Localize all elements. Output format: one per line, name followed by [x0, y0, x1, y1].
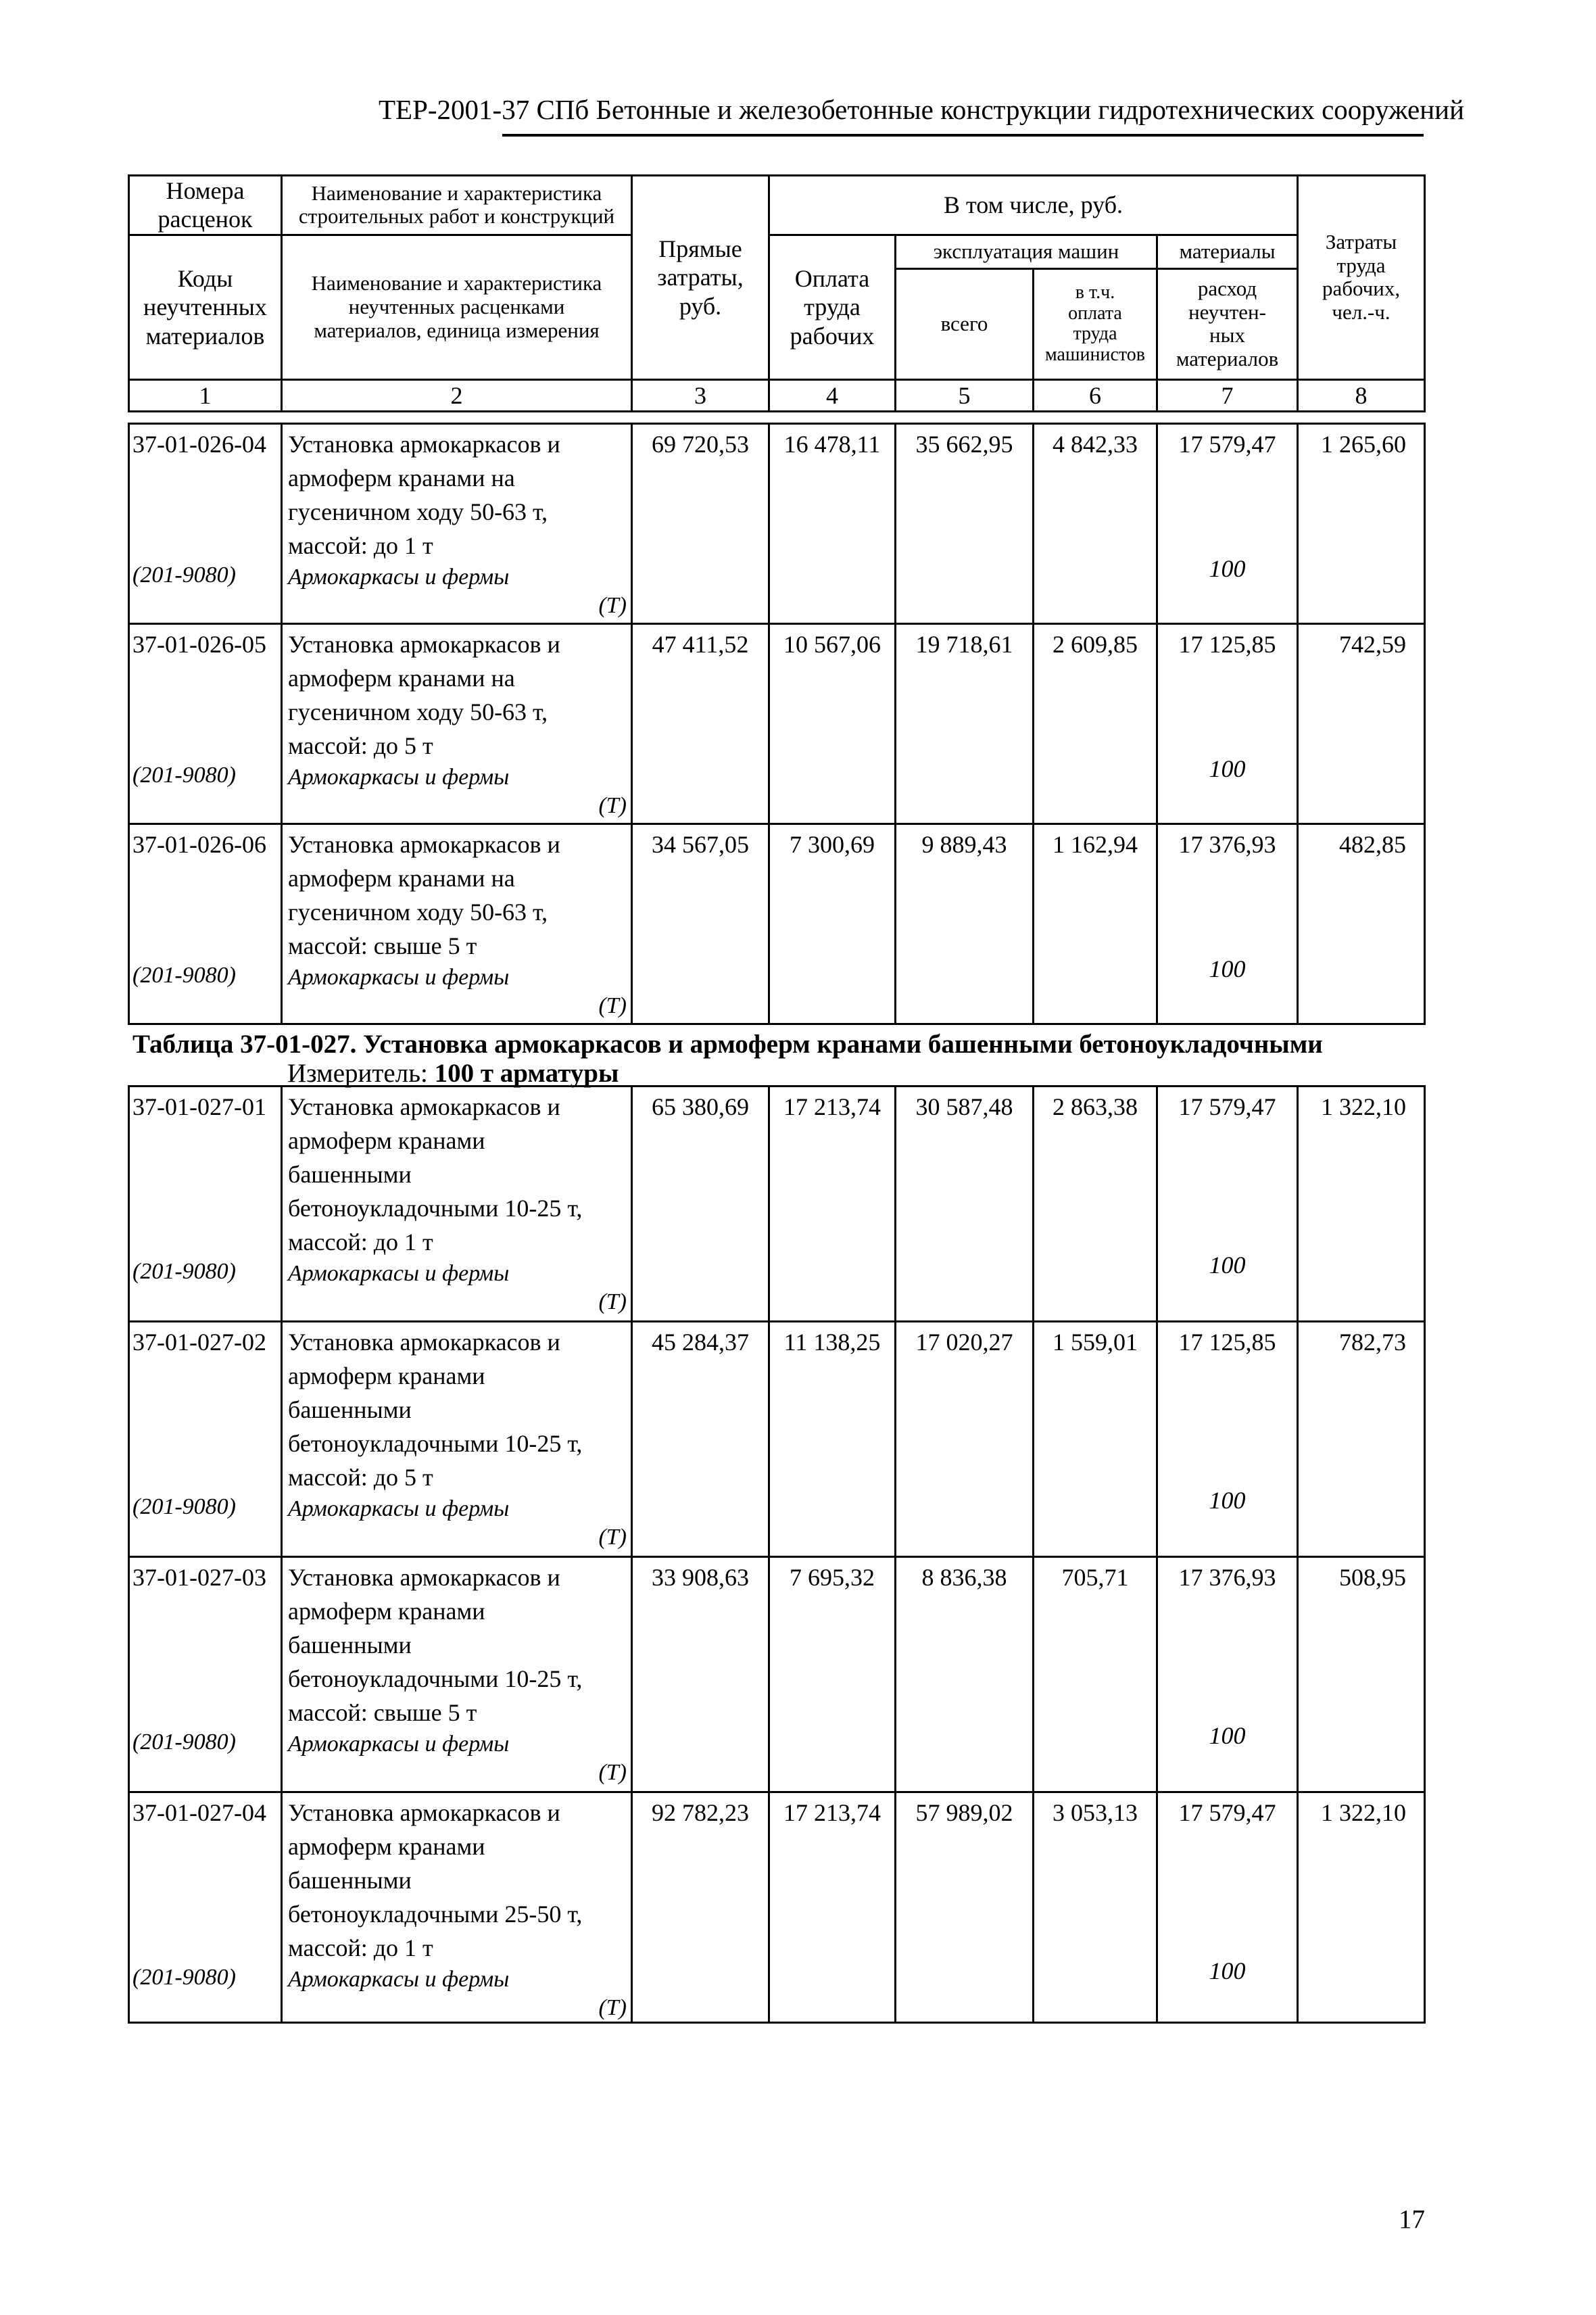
col-number-2: 2: [282, 379, 632, 411]
machines-total-cell: 9 889,43: [896, 824, 1034, 1024]
description-line: башенными: [288, 1161, 412, 1188]
materials-cell: [1157, 1792, 1298, 2023]
material-quantity: 100: [1209, 1487, 1246, 1514]
material-code: (201-9080): [132, 1494, 236, 1519]
measure-line: [287, 1058, 619, 1089]
material-name: Армокаркасы и фермы: [288, 765, 510, 790]
table-row: [129, 824, 1425, 1024]
materials-cell: [1157, 624, 1298, 824]
column-header-table: [128, 174, 1426, 412]
machinists-pay-cell: 1 559,01: [1034, 1322, 1157, 1557]
work-description: [288, 825, 631, 963]
labor-hours-cell: 1 322,10: [1298, 1087, 1425, 1322]
description-line: армоферм кранами на: [288, 865, 515, 892]
machines-total-cell: 57 989,02: [896, 1792, 1034, 2023]
machines-header: эксплуатация машин: [896, 235, 1157, 268]
description-line: Установка армокаркасов и: [288, 431, 560, 458]
materials-cell: [1157, 1322, 1298, 1557]
material-name: Армокаркасы и фермы: [288, 1732, 510, 1757]
labor-hours-cell: 508,95: [1298, 1557, 1425, 1792]
description-line: башенными: [288, 1867, 412, 1894]
col-number-5: 5: [896, 379, 1034, 411]
group-header: В том числе, руб.: [769, 176, 1298, 235]
table-row: [129, 1557, 1425, 1792]
rate-code-cell: [129, 1557, 282, 1792]
material-unit: (Т): [598, 793, 627, 818]
labor-pay-cell: 11 138,25: [769, 1322, 896, 1557]
table-caption: Таблица 37-01-027. Установка армокаркасов и армоферм кранами башенными бетоноукладочными: [132, 1030, 1323, 1059]
description-line: армоферм кранами на: [288, 665, 515, 692]
description-line: армоферм кранами: [288, 1362, 485, 1389]
machinists-pay-cell: 2 863,38: [1034, 1087, 1157, 1322]
material-code: (201-9080): [132, 1729, 236, 1755]
description-line: гусеничном ходу 50-63 т,: [288, 899, 548, 926]
direct-cost-cell: 33 908,63: [632, 1557, 769, 1792]
description-line: армоферм кранами на: [288, 464, 515, 492]
material-quantity: 100: [1209, 555, 1246, 582]
material-quantity: 100: [1209, 955, 1246, 982]
description-line: массой: до 1 т: [288, 532, 433, 559]
work-description-cell: [282, 1557, 632, 1792]
work-description-cell: [282, 1087, 632, 1322]
work-description: [288, 1087, 631, 1259]
description-line: Установка армокаркасов и: [288, 1093, 560, 1120]
material-name: Армокаркасы и фермы: [288, 565, 510, 590]
description-line: Установка армокаркасов и: [288, 831, 560, 858]
work-description-cell: [282, 824, 632, 1024]
material-unit: (Т): [598, 993, 627, 1018]
material-name: Армокаркасы и фермы: [288, 1967, 510, 1992]
labor-hours-cell: 482,85: [1298, 824, 1425, 1024]
machines-total-cell: 19 718,61: [896, 624, 1034, 824]
labor-hours-cell: 1 322,10: [1298, 1792, 1425, 2023]
work-description-cell: [282, 624, 632, 824]
direct-cost-cell: 92 782,23: [632, 1792, 769, 2023]
material-quantity: 100: [1209, 1251, 1246, 1279]
col-number-6: 6: [1034, 379, 1157, 411]
direct-cost-cell: 34 567,05: [632, 824, 769, 1024]
description-line: бетоноукладочными 25-50 т,: [288, 1901, 583, 1928]
description-line: массой: до 1 т: [288, 1228, 433, 1256]
material-unit: (Т): [598, 593, 627, 618]
direct-cost-cell: 65 380,69: [632, 1087, 769, 1322]
materials-cell: [1157, 424, 1298, 624]
materials-value: 17 579,47: [1178, 1093, 1276, 1120]
work-description-cell: [282, 1792, 632, 2023]
description-line: массой: свыше 5 т: [288, 932, 477, 959]
material-unit: (Т): [598, 1289, 627, 1314]
rate-code-cell: [129, 624, 282, 824]
description-line: армоферм кранами: [288, 1598, 485, 1625]
rate-code: 37-01-026-06: [132, 831, 266, 858]
col-number-7: 7: [1157, 379, 1298, 411]
machinists-pay-cell: 4 842,33: [1034, 424, 1157, 624]
direct-cost-cell: 45 284,37: [632, 1322, 769, 1557]
labor-pay-cell: 17 213,74: [769, 1087, 896, 1322]
material-name: Армокаркасы и фермы: [288, 965, 510, 990]
machinists-pay-cell: 705,71: [1034, 1557, 1157, 1792]
machinists-pay-cell: 3 053,13: [1034, 1792, 1157, 2023]
material-quantity: 100: [1209, 1957, 1246, 1984]
running-title: ТЕР-2001-37 СПб Бетонные и железобетонные конструкции гидротехнических сооружений: [379, 94, 1465, 125]
material-code: (201-9080): [132, 1965, 236, 1990]
rate-code-cell: [129, 1322, 282, 1557]
description-line: Установка армокаркасов и: [288, 631, 560, 658]
rate-code: 37-01-027-04: [132, 1799, 266, 1826]
col4-header: Оплата труда рабочих: [769, 235, 896, 379]
materials-cell: [1157, 1557, 1298, 1792]
description-line: массой: до 1 т: [288, 1934, 433, 1961]
rate-code-cell: [129, 824, 282, 1024]
materials-value: 17 579,47: [1178, 431, 1276, 458]
labor-pay-cell: 10 567,06: [769, 624, 896, 824]
materials-value: 17 125,85: [1178, 631, 1276, 658]
rate-code: 37-01-026-04: [132, 431, 266, 458]
rate-code: 37-01-027-01: [132, 1093, 266, 1120]
header-rule: [502, 134, 1424, 137]
table-row: [129, 624, 1425, 824]
rate-code-cell: [129, 424, 282, 624]
work-description: [288, 1322, 631, 1494]
col-number-4: 4: [769, 379, 896, 411]
work-description: [288, 1558, 631, 1729]
page-number: 17: [1399, 2205, 1425, 2234]
col-number-8: 8: [1298, 379, 1425, 411]
description-line: армоферм кранами: [288, 1127, 485, 1154]
measure-label: Измеритель:: [287, 1059, 435, 1088]
table-row: [129, 1087, 1425, 1322]
description-line: башенными: [288, 1631, 412, 1658]
work-description-cell: [282, 1322, 632, 1557]
rate-code-cell: [129, 1792, 282, 2023]
labor-pay-cell: 17 213,74: [769, 1792, 896, 2023]
material-quantity: 100: [1209, 1722, 1246, 1749]
work-description: [288, 1793, 631, 1965]
material-quantity: 100: [1209, 755, 1246, 782]
table-row: [129, 424, 1425, 624]
description-line: Установка армокаркасов и: [288, 1329, 560, 1356]
materials-value: 17 125,85: [1178, 1329, 1276, 1356]
description-line: бетоноукладочными 10-25 т,: [288, 1430, 583, 1457]
labor-pay-cell: 16 478,11: [769, 424, 896, 624]
machines-total-cell: 35 662,95: [896, 424, 1034, 624]
measure-value: 100 т арматуры: [434, 1059, 619, 1088]
col3-header: Прямые затраты, руб.: [632, 176, 769, 380]
col1-header-bottom: Коды неучтенных материалов: [129, 235, 282, 379]
machines-total-cell: 8 836,38: [896, 1557, 1034, 1792]
description-line: массой: до 5 т: [288, 1464, 433, 1491]
direct-cost-cell: 47 411,52: [632, 624, 769, 824]
materials-value: 17 376,93: [1178, 1564, 1276, 1591]
work-description-cell: [282, 424, 632, 624]
material-unit: (Т): [598, 1995, 627, 2020]
material-code: (201-9080): [132, 1259, 236, 1284]
description-line: бетоноукладочными 10-25 т,: [288, 1195, 583, 1222]
description-line: армоферм кранами: [288, 1833, 485, 1860]
rates-table-026: [128, 423, 1426, 1025]
col6-header: в т.ч. оплата труда машинистов: [1034, 268, 1157, 379]
materials-value: 17 376,93: [1178, 831, 1276, 858]
description-line: массой: свыше 5 т: [288, 1699, 477, 1726]
rate-code: 37-01-027-02: [132, 1329, 266, 1356]
rates-table-027: [128, 1085, 1426, 2024]
description-line: башенными: [288, 1396, 412, 1423]
materials-cell: [1157, 824, 1298, 1024]
rate-code-cell: [129, 1087, 282, 1322]
materials-cell: [1157, 1087, 1298, 1322]
col1-header-top: Номера расценок: [129, 176, 282, 235]
materials-value: 17 579,47: [1178, 1799, 1276, 1826]
machines-total-cell: 30 587,48: [896, 1087, 1034, 1322]
machinists-pay-cell: 2 609,85: [1034, 624, 1157, 824]
work-description: [288, 425, 631, 563]
description-line: бетоноукладочными 10-25 т,: [288, 1665, 583, 1692]
work-description: [288, 625, 631, 763]
machines-total-cell: 17 020,27: [896, 1322, 1034, 1557]
description-line: Установка армокаркасов и: [288, 1799, 560, 1826]
rate-code: 37-01-027-03: [132, 1564, 266, 1591]
labor-hours-cell: 1 265,60: [1298, 424, 1425, 624]
labor-hours-cell: 742,59: [1298, 624, 1425, 824]
material-code: (201-9080): [132, 963, 236, 988]
description-line: массой: до 5 т: [288, 732, 433, 759]
table-row: [129, 1322, 1425, 1557]
labor-pay-cell: 7 300,69: [769, 824, 896, 1024]
material-name: Армокаркасы и фермы: [288, 1261, 510, 1286]
labor-hours-cell: 782,73: [1298, 1322, 1425, 1557]
materials-header: материалы: [1157, 235, 1298, 268]
col-number-1: 1: [129, 379, 282, 411]
material-code: (201-9080): [132, 763, 236, 788]
material-name: Армокаркасы и фермы: [288, 1496, 510, 1521]
direct-cost-cell: 69 720,53: [632, 424, 769, 624]
col-number-3: 3: [632, 379, 769, 411]
table-row: [129, 1792, 1425, 2023]
material-code: (201-9080): [132, 563, 236, 588]
description-line: гусеничном ходу 50-63 т,: [288, 698, 548, 725]
machinists-pay-cell: 1 162,94: [1034, 824, 1157, 1024]
col8-header: Затраты труда рабочих, чел.-ч.: [1298, 176, 1425, 380]
col7-header: расход неучтен- ных материалов: [1157, 268, 1298, 379]
col5-header: всего: [896, 268, 1034, 379]
description-line: гусеничном ходу 50-63 т,: [288, 498, 548, 525]
material-unit: (Т): [598, 1760, 627, 1785]
description-line: Установка армокаркасов и: [288, 1564, 560, 1591]
labor-pay-cell: 7 695,32: [769, 1557, 896, 1792]
material-unit: (Т): [598, 1525, 627, 1550]
rate-code: 37-01-026-05: [132, 631, 266, 658]
col2-header-top: Наименование и характеристика строительных работ и конструкций: [282, 176, 632, 235]
col2-header-bottom: Наименование и характеристика неучтенных расценками материалов, единица измерения: [282, 235, 632, 379]
